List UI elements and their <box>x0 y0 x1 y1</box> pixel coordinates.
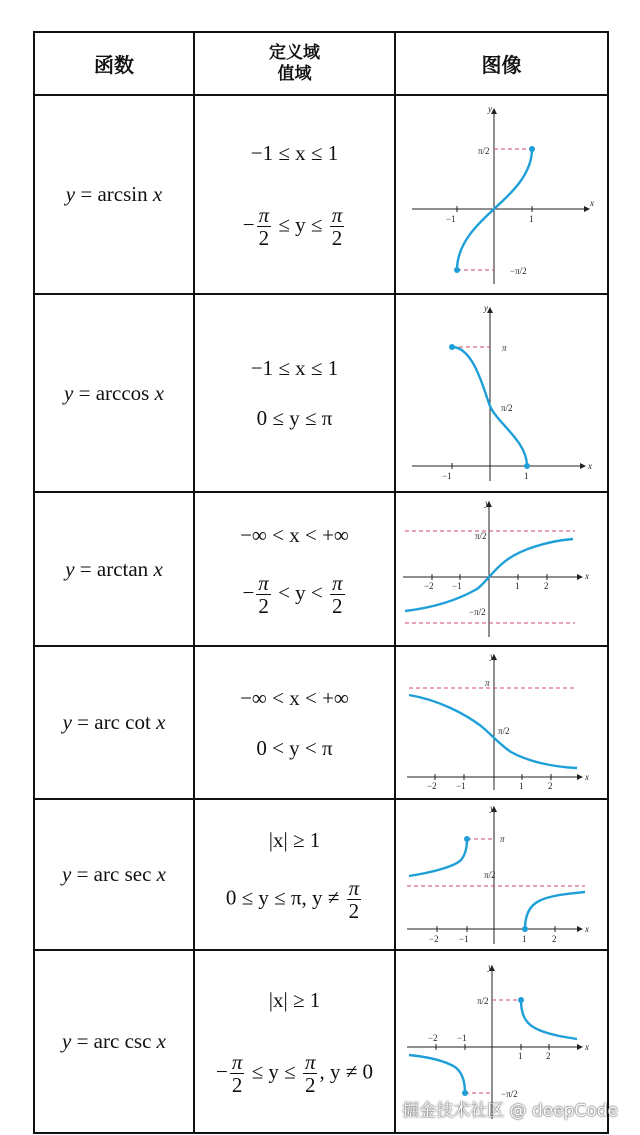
svg-text:2: 2 <box>546 1051 551 1061</box>
arcsec-curve-left <box>409 839 467 876</box>
svg-text:y: y <box>490 803 494 813</box>
svg-text:−2: −2 <box>428 1033 438 1043</box>
svg-text:−1: −1 <box>445 214 456 224</box>
range-text: 0 ≤ y ≤ π <box>256 406 333 430</box>
svg-text:π/2: π/2 <box>477 146 490 156</box>
header-graph: 图像 <box>395 32 608 95</box>
svg-text:−1: −1 <box>457 1033 467 1043</box>
table-row <box>34 799 608 950</box>
svg-text:2: 2 <box>544 580 549 591</box>
svg-text:−2: −2 <box>424 580 434 591</box>
function-cell: y = arc csc x <box>34 950 194 1133</box>
domain-range-cell <box>194 294 395 492</box>
domain-text: −∞ < x < +∞ <box>240 522 349 547</box>
svg-text:x: x <box>587 460 592 471</box>
svg-text:x: x <box>585 1042 589 1052</box>
graph-cell <box>395 646 608 799</box>
header-range: 值域 <box>277 63 312 84</box>
header-domain-range <box>194 32 395 95</box>
svg-text:x: x <box>585 772 589 782</box>
svg-text:y: y <box>490 651 494 661</box>
header-row <box>34 32 608 95</box>
arccot-graph <box>399 650 604 795</box>
svg-text:−2: −2 <box>427 781 437 791</box>
svg-text:π/2: π/2 <box>484 870 496 880</box>
graph-cell <box>395 95 608 294</box>
graph-cell <box>395 492 608 646</box>
arctan-graph <box>399 497 604 642</box>
svg-text:y: y <box>483 302 488 313</box>
svg-text:y: y <box>485 497 489 508</box>
svg-text:π/2: π/2 <box>500 402 513 413</box>
domain-text: −1 ≤ x ≤ 1 <box>250 356 339 380</box>
svg-text:1: 1 <box>522 934 527 944</box>
function-cell: y = arccos x <box>34 294 194 492</box>
svg-text:π: π <box>500 834 505 844</box>
svg-text:1: 1 <box>528 214 533 224</box>
svg-text:x: x <box>585 570 589 581</box>
svg-text:π: π <box>485 678 490 688</box>
range-text: − $\frac{\pi}{2}$ ≤ y ≤ $\frac{\pi}{2}$ <box>242 203 343 250</box>
table-row <box>34 294 608 492</box>
domain-range-cell <box>194 646 395 799</box>
svg-text:−1: −1 <box>452 580 462 591</box>
svg-text:π/2: π/2 <box>498 726 510 736</box>
svg-text:x: x <box>585 924 589 934</box>
range-text: − $\frac{\pi}{2}$ < y < $\frac{\pi}{2}$ <box>242 570 343 618</box>
range-text: 0 ≤ y ≤ π, y ≠ $\frac{\pi}{2}$ <box>225 876 360 923</box>
range-text: 0 < y < π <box>256 735 333 760</box>
range-text: − $\frac{\pi}{2}$ ≤ y ≤ $\frac{\pi}{2}$ , y ≠ 0 <box>216 1050 373 1097</box>
function-cell: y = arcsin x <box>34 95 194 294</box>
svg-text:−2: −2 <box>429 934 439 944</box>
graph-cell <box>395 799 608 950</box>
svg-text:1: 1 <box>518 1051 523 1061</box>
domain-text: −1 ≤ x ≤ 1 <box>250 141 339 165</box>
svg-text:y: y <box>488 962 492 972</box>
svg-text:1: 1 <box>519 781 524 791</box>
svg-text:−π/2: −π/2 <box>509 266 527 276</box>
svg-text:y: y <box>487 104 492 114</box>
arccsc-curve-left <box>409 1055 465 1093</box>
svg-text:π/2: π/2 <box>477 996 489 1006</box>
svg-text:−π/2: −π/2 <box>501 1089 518 1099</box>
function-cell: y = arc cot x <box>34 646 194 799</box>
svg-text:π: π <box>501 342 507 353</box>
svg-text:−1: −1 <box>459 934 469 944</box>
domain-text: |x| ≥ 1 <box>268 988 321 1012</box>
svg-text:−1: −1 <box>456 781 466 791</box>
arccos-graph <box>402 301 602 486</box>
svg-text:π/2: π/2 <box>475 530 487 541</box>
arcsec-graph <box>399 802 604 947</box>
domain-text: −∞ < x < +∞ <box>240 685 349 710</box>
watermark: 掘金技术社区 @ deepCode <box>402 1101 618 1121</box>
header-function: 函数 <box>34 32 194 95</box>
arccot-curve <box>409 695 577 768</box>
table-row <box>34 646 608 799</box>
inverse-trig-table <box>33 31 609 1134</box>
graph-cell <box>395 294 608 492</box>
svg-text:1: 1 <box>523 470 528 481</box>
table-row <box>34 95 608 294</box>
svg-text:1: 1 <box>515 580 520 591</box>
svg-text:x: x <box>589 198 594 208</box>
svg-text:2: 2 <box>552 934 557 944</box>
svg-text:−π/2: −π/2 <box>469 606 486 617</box>
function-cell: y = arc sec x <box>34 799 194 950</box>
table-row <box>34 492 608 646</box>
header-domain: 定义域 <box>269 42 320 63</box>
domain-range-cell <box>194 492 395 646</box>
domain-range-cell <box>194 95 395 294</box>
domain-text: |x| ≥ 1 <box>268 828 321 852</box>
svg-text:−1: −1 <box>441 470 452 481</box>
arcsec-curve-right <box>525 892 585 929</box>
arccsc-curve-right <box>521 1000 577 1039</box>
domain-range-cell <box>194 950 395 1133</box>
svg-text:2: 2 <box>548 781 553 791</box>
function-cell: y = arctan x <box>34 492 194 646</box>
arcsin-graph <box>402 102 602 287</box>
domain-range-cell <box>194 799 395 950</box>
